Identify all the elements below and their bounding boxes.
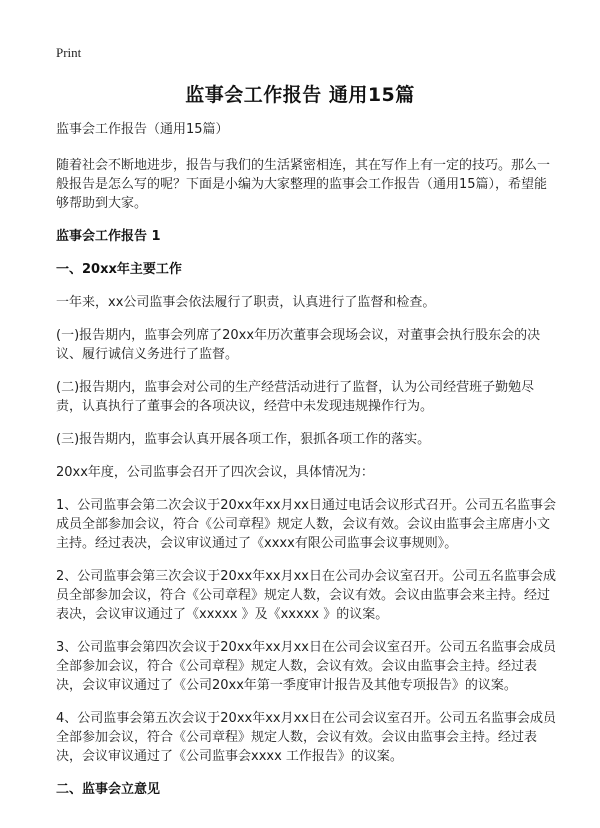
body-paragraph: (一)报告期内，监事会列席了20xx年历次董事会现场会议，对董事会执行股东会的决议、履行诚信义务进行了监督。 <box>56 328 541 362</box>
section-heading: 一、20xx年主要工作 <box>56 262 182 277</box>
report-heading: 监事会工作报告 1 <box>56 229 161 244</box>
meeting-item: 2、公司监事会第三次会议于20xx年xx月xx日在公司办会议室召开。公司五名监事会成员全部参加会议，符合《公司章程》规定人数，会议有效。会议由监事会来主持。经过表决，会议审议通过了《xxxxx 》及《xxxxx 》的议案。 <box>56 569 556 622</box>
body-paragraph: 20xx年度，公司监事会召开了四次会议，具体情况为： <box>56 465 374 480</box>
document-body <box>56 120 556 813</box>
intro-paragraph: 随着社会不断地进步，报告与我们的生活紧密相连，其在写作上有一定的技巧。那么一般报告是怎么写的呢？下面是小编为大家整理的监事会工作报告（通用15篇），希望能够帮助到大家。 <box>56 158 551 211</box>
meeting-item: 4、公司监事会第五次会议于20xx年xx月xx日在公司会议室召开。公司五名监事会成员全部参加会议，符合《公司章程》规定人数，会议有效。会议由监事会主持。经过表决，会议审议通过了《公司监事会xxxx 工作报告》的议案。 <box>56 711 556 764</box>
body-paragraph: (二)报告期内，监事会对公司的生产经营活动进行了监督，认为公司经营班子勤勉尽责，认真执行了董事会的各项决议，经营中未发现违规操作行为。 <box>56 380 535 414</box>
body-paragraph: (三)报告期内，监事会认真开展各项工作，狠抓各项工作的落实。 <box>56 432 431 447</box>
document-title: 监事会工作报告 通用15篇 <box>185 84 415 106</box>
meeting-item: 1、公司监事会第二次会议于20xx年xx月xx日通过电话会议形式召开。公司五名监事会成员全部参加会议，符合《公司章程》规定人数，会议有效。会议由监事会主席唐小文主持。经过表决，会议审议通过了《xxxx有限公司监事会议事规则》。 <box>56 498 556 551</box>
section-heading: 二、监事会立意见 <box>56 782 161 797</box>
print-label[interactable]: Print <box>56 45 82 60</box>
document-subtitle: 监事会工作报告（通用15篇） <box>56 122 229 137</box>
meeting-item: 3、公司监事会第四次会议于20xx年xx月xx日在公司会议室召开。公司五名监事会成员全部参加会议，符合《公司章程》规定人数，会议有效。会议由监事会主持。经过表决，会议审议通过了《公司20xx年第一季度审计报告及其他专项报告》的议案。 <box>56 640 556 693</box>
body-paragraph: 一年来，xx公司监事会依法履行了职责，认真进行了监督和检查。 <box>56 295 436 310</box>
